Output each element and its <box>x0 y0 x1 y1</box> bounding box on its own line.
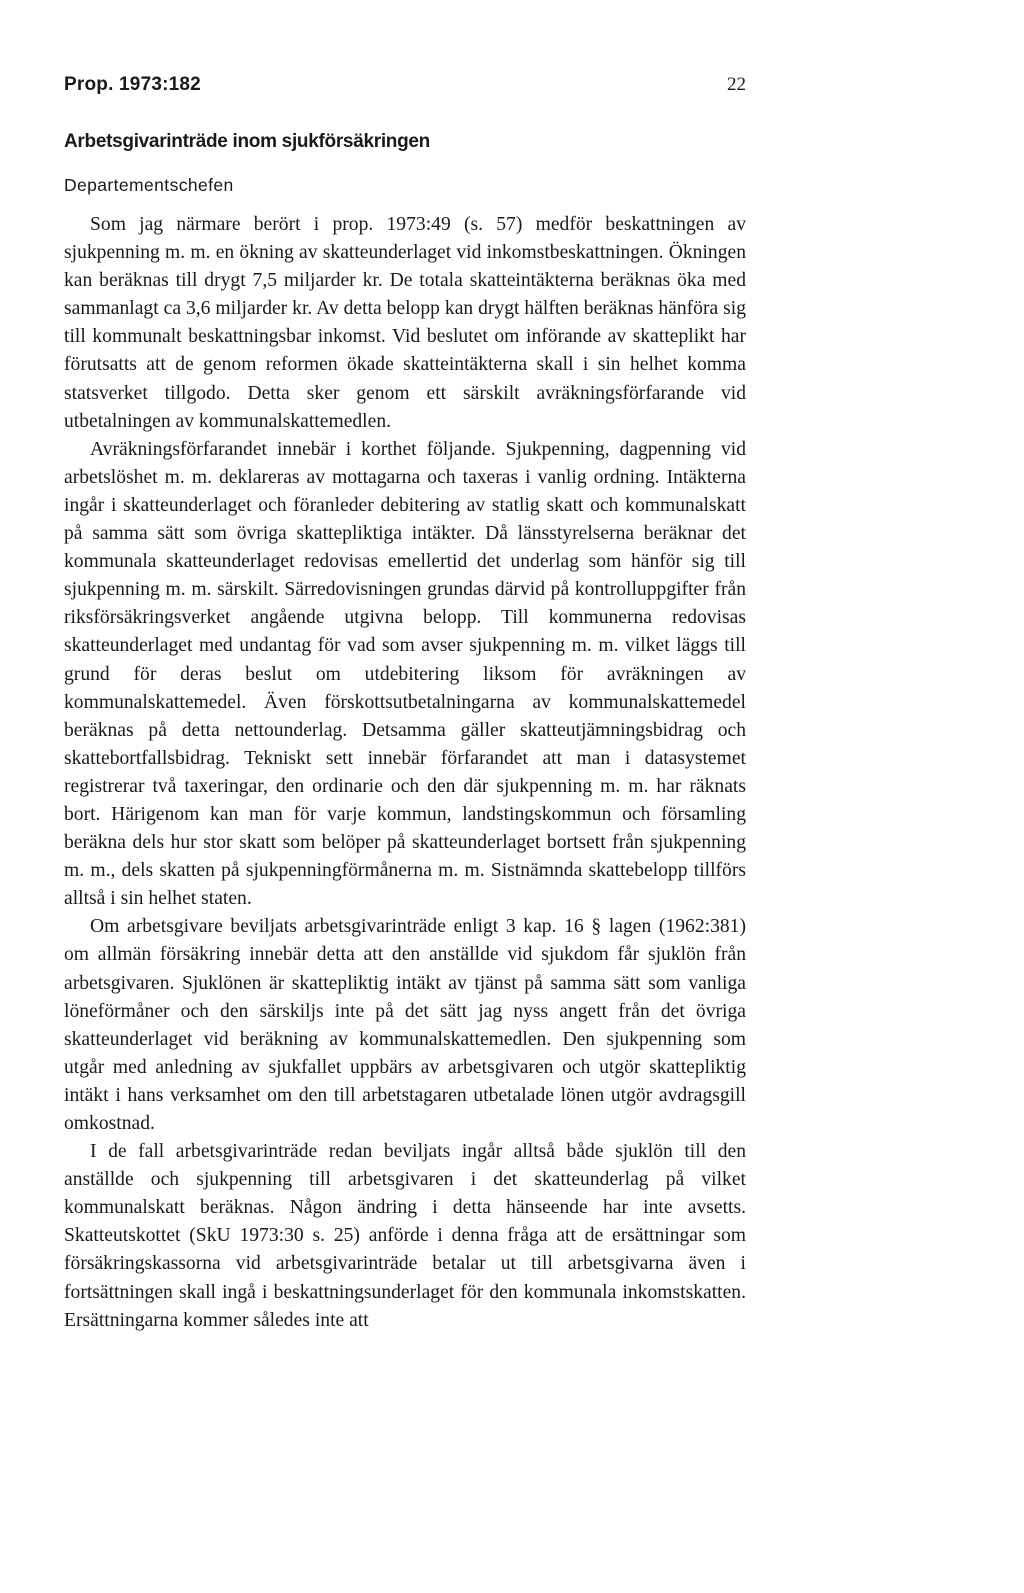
paragraph: I de fall arbetsgivarinträde redan beviljats ingår alltså både sjuklön till den anställde och sjukpenning till arbetsgivaren i det skatteunderlag på vilket kommunalskatt beräknas. Någon ändring i detta hänseende har inte avsetts. Skatteutskottet (SkU 1973:30 s. 25) anförde i denna fråga att de ersättningar som försäkringskassorna vid arbetsgivarinträde betalar ut till arbetsgivarna även i fortsättningen skall ingå i beskattningsunderlaget för den kommunala inkomstskatten. Ersättningarna kommer således inte att <box>64 1141 746 1331</box>
paragraph: Om arbetsgivare beviljats arbetsgivarinträde enligt 3 kap. 16 § lagen (1962:381) om allmän försäkring innebär detta att den anställde vid sjukdom får sjuklön från arbetsgivaren. Sjuklönen är skattepliktig intäkt av tjänst på samma sätt som vanliga löneförmåner och den särskiljs inte på det sätt jag nyss angett från det övriga skatteunderlaget vid beräkning av kommunalskattemedlen. Den sjukpenning som utgår med anledning av sjukfallet uppbärs av arbetsgivaren och utgör skattepliktig intäkt i hans verksamhet om den till arbetstagaren utbetalade lönen utgör avdragsgill omkostnad. <box>64 916 746 1134</box>
page-number: 22 <box>727 74 746 95</box>
section-title: Arbetsgivarinträde inom sjukförsäkringen <box>64 131 430 152</box>
speaker-heading: Departementschefen <box>64 175 234 195</box>
page-header <box>64 74 746 104</box>
paragraph: Avräkningsförfarandet innebär i korthet följande. Sjukpenning, dagpenning vid arbetslöshet m. m. deklareras av mottagarna och taxeras i vanlig ordning. Intäkterna ingår i skatteunderlaget och föranleder debitering av statlig skatt och kommunalskatt på samma sätt som övriga skattepliktiga intäkter. Då länsstyrelserna beräknar det kommunala skatteunderlaget redovisas emellertid det underlag som hänför sig till sjukpenning m. m. särskilt. Särredovisningen grundas därvid på kontrolluppgifter från riksförsäkringsverket angående utgivna belopp. Till kommunerna redovisas skatteunderlaget med undantag för vad som avser sjukpenning m. m. vilket läggs till grund för deras beslut om utdebitering liksom för avräkningen av kommunalskattemedel. Även förskottsutbetalningarna av kommunalskattemedel beräknas på detta nettounderlag. Detsamma gäller skatteutjämningsbidrag och skattebortfallsbidrag. Tekniskt sett innebär förfarandet att man i datasystemet registrerar två taxeringar, den ordinarie och den där sjukpenning m. m. har räknats bort. Härigenom kan man för varje kommun, landstingskommun och församling beräkna dels hur stor skatt som belöper på skatteunderlaget bortsett från sjukpenning m. m., dels skatten på sjukpenningförmånerna m. m. Sistnämnda skattebelopp tillförs alltså i sin helhet staten. <box>64 438 746 910</box>
body-text <box>64 211 746 1335</box>
paragraph: Som jag närmare berört i prop. 1973:49 (s. 57) medför beskattningen av sjukpenning m. m. en ökning av skatteunderlaget vid inkomstbeskattningen. Ökningen kan beräknas till drygt 7,5 miljarder kr. De totala skatteintäkterna beräknas öka med sammanlagt ca 3,6 miljarder kr. Av detta belopp kan drygt hälften beräknas hänföra sig till kommunalt beskattningsbar inkomst. Vid beslutet om införande av skatteplikt har förutsatts att de genom reformen ökade skatteintäkterna skall i sin helhet komma statsverket tillgodo. Detta sker genom ett särskilt avräkningsförfarande vid utbetalningen av kommunalskattemedlen. <box>64 214 746 432</box>
document-reference: Prop. 1973:182 <box>64 74 201 95</box>
